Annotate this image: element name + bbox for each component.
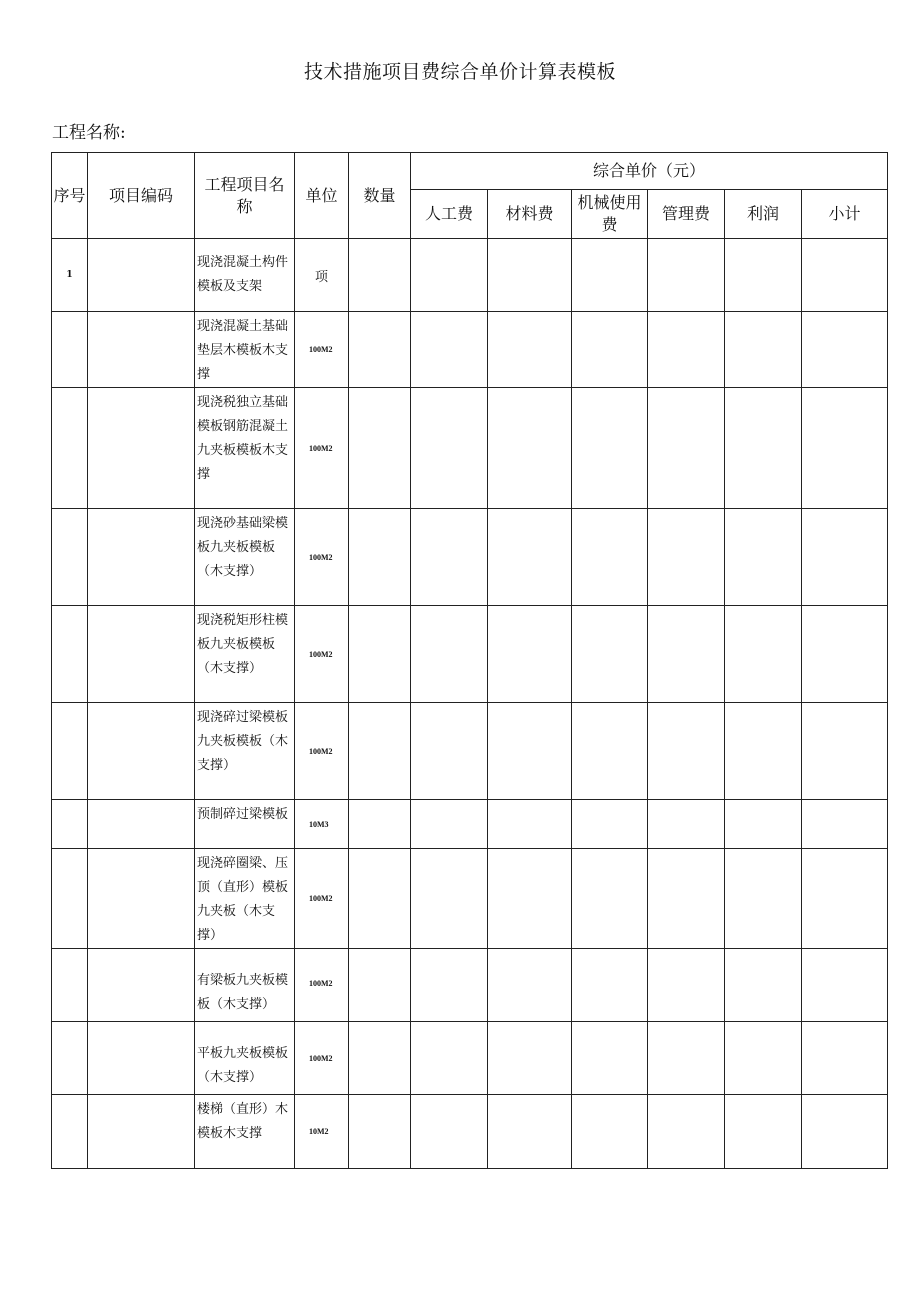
table-row [52, 509, 888, 606]
row-labor [411, 606, 488, 703]
row-subtotal [802, 1022, 888, 1095]
row-management [648, 509, 725, 606]
row-machine [572, 703, 648, 800]
table-row [52, 312, 888, 388]
row-code [88, 1095, 195, 1169]
row-name: 预制碎过梁模板 [195, 800, 295, 849]
row-labor [411, 388, 488, 509]
row-name: 平板九夹板模板（木支撑） [195, 1022, 295, 1095]
row-seq [52, 949, 88, 1022]
row-profit [725, 312, 802, 388]
header-machine: 机械使用费 [572, 190, 648, 239]
row-machine [572, 388, 648, 509]
row-subtotal [802, 606, 888, 703]
row-labor [411, 849, 488, 949]
row-qty [349, 239, 411, 312]
table-body [52, 239, 888, 1169]
row-profit [725, 800, 802, 849]
row-seq [52, 312, 88, 388]
row-profit [725, 849, 802, 949]
row-labor [411, 1022, 488, 1095]
row-material [488, 388, 572, 509]
row-labor [411, 800, 488, 849]
row-code [88, 800, 195, 849]
row-labor [411, 312, 488, 388]
row-name: 现浇混凝土基础垫层木模板木支撑 [195, 312, 295, 388]
row-qty [349, 312, 411, 388]
row-subtotal [802, 703, 888, 800]
row-code [88, 312, 195, 388]
row-management [648, 388, 725, 509]
row-name: 现浇税矩形柱模板九夹板模板（木支撑） [195, 606, 295, 703]
row-seq [52, 1095, 88, 1169]
row-management [648, 606, 725, 703]
row-subtotal [802, 800, 888, 849]
row-profit [725, 509, 802, 606]
row-name: 现浇税独立基础模板钢筋混凝土九夹板模板木支撑 [195, 388, 295, 509]
row-unit: 100M2 [295, 1022, 349, 1095]
row-name: 有梁板九夹板模板（木支撑） [195, 949, 295, 1022]
header-qty: 数量 [349, 153, 411, 239]
row-management [648, 1095, 725, 1169]
row-unit: 100M2 [295, 949, 349, 1022]
row-profit [725, 388, 802, 509]
row-name: 楼梯（直形）木模板木支撑 [195, 1095, 295, 1169]
row-labor [411, 509, 488, 606]
row-unit: 10M2 [295, 1095, 349, 1169]
row-name: 现浇碎过梁模板九夹板模板（木支撑） [195, 703, 295, 800]
row-profit [725, 703, 802, 800]
row-machine [572, 1095, 648, 1169]
row-profit [725, 949, 802, 1022]
row-seq [52, 800, 88, 849]
row-name: 现浇碎圈梁、压顶（直形）模板九夹板（木支撑） [195, 849, 295, 949]
row-code [88, 949, 195, 1022]
row-code [88, 388, 195, 509]
unit-price-table [51, 152, 888, 1169]
row-machine [572, 849, 648, 949]
row-code [88, 606, 195, 703]
table-row [52, 1095, 888, 1169]
row-profit [725, 1095, 802, 1169]
table-row [52, 949, 888, 1022]
row-labor [411, 949, 488, 1022]
header-seq: 序号 [52, 153, 88, 239]
row-code [88, 509, 195, 606]
row-machine [572, 509, 648, 606]
row-unit: 100M2 [295, 509, 349, 606]
header-unit-price: 综合单价（元） [411, 153, 888, 190]
row-subtotal [802, 849, 888, 949]
row-qty [349, 703, 411, 800]
row-seq [52, 703, 88, 800]
header-management: 管理费 [648, 190, 725, 239]
table-row [52, 606, 888, 703]
header-unit: 单位 [295, 153, 349, 239]
table-row [52, 1022, 888, 1095]
row-seq: 1 [52, 239, 88, 312]
row-qty [349, 1022, 411, 1095]
row-qty [349, 800, 411, 849]
row-management [648, 949, 725, 1022]
row-management [648, 703, 725, 800]
row-management [648, 239, 725, 312]
row-machine [572, 1022, 648, 1095]
row-name: 现浇砂基础梁模板九夹板模板（木支撑） [195, 509, 295, 606]
row-seq [52, 509, 88, 606]
row-profit [725, 1022, 802, 1095]
row-material [488, 312, 572, 388]
table-row [52, 388, 888, 509]
row-material [488, 703, 572, 800]
row-seq [52, 606, 88, 703]
row-code [88, 849, 195, 949]
row-unit: 项 [295, 239, 349, 312]
header-material: 材料费 [488, 190, 572, 239]
row-labor [411, 1095, 488, 1169]
row-qty [349, 849, 411, 949]
row-qty [349, 606, 411, 703]
table-row [52, 239, 888, 312]
header-profit: 利润 [725, 190, 802, 239]
row-labor [411, 703, 488, 800]
table-row [52, 800, 888, 849]
row-material [488, 849, 572, 949]
row-name: 现浇混凝土构件模板及支架 [195, 239, 295, 312]
row-management [648, 849, 725, 949]
row-machine [572, 606, 648, 703]
table-row [52, 849, 888, 949]
header-subtotal: 小计 [802, 190, 888, 239]
row-machine [572, 800, 648, 849]
row-unit: 100M2 [295, 703, 349, 800]
row-profit [725, 239, 802, 312]
page-title: 技术措施项目费综合单价计算表模板 [303, 61, 616, 83]
row-subtotal [802, 949, 888, 1022]
row-unit: 100M2 [295, 849, 349, 949]
row-material [488, 1022, 572, 1095]
row-subtotal [802, 1095, 888, 1169]
row-unit: 100M2 [295, 606, 349, 703]
row-material [488, 239, 572, 312]
row-machine [572, 949, 648, 1022]
row-code [88, 1022, 195, 1095]
row-material [488, 800, 572, 849]
header-code: 项目编码 [88, 153, 195, 239]
row-qty [349, 509, 411, 606]
row-management [648, 312, 725, 388]
row-labor [411, 239, 488, 312]
row-profit [725, 606, 802, 703]
row-machine [572, 312, 648, 388]
row-qty [349, 1095, 411, 1169]
header-name: 工程项目名称 [195, 153, 295, 239]
row-code [88, 703, 195, 800]
table-row [52, 703, 888, 800]
row-material [488, 606, 572, 703]
row-seq [52, 1022, 88, 1095]
row-seq [52, 849, 88, 949]
row-qty [349, 949, 411, 1022]
row-qty [349, 388, 411, 509]
row-subtotal [802, 509, 888, 606]
row-subtotal [802, 239, 888, 312]
row-machine [572, 239, 648, 312]
row-unit: 100M2 [295, 388, 349, 509]
header-labor: 人工费 [411, 190, 488, 239]
row-management [648, 800, 725, 849]
row-unit: 100M2 [295, 312, 349, 388]
row-material [488, 949, 572, 1022]
row-subtotal [802, 312, 888, 388]
row-material [488, 1095, 572, 1169]
project-name-label: 工程名称: [52, 123, 126, 143]
row-material [488, 509, 572, 606]
row-subtotal [802, 388, 888, 509]
row-seq [52, 388, 88, 509]
row-management [648, 1022, 725, 1095]
row-unit: 10M3 [295, 800, 349, 849]
row-code [88, 239, 195, 312]
